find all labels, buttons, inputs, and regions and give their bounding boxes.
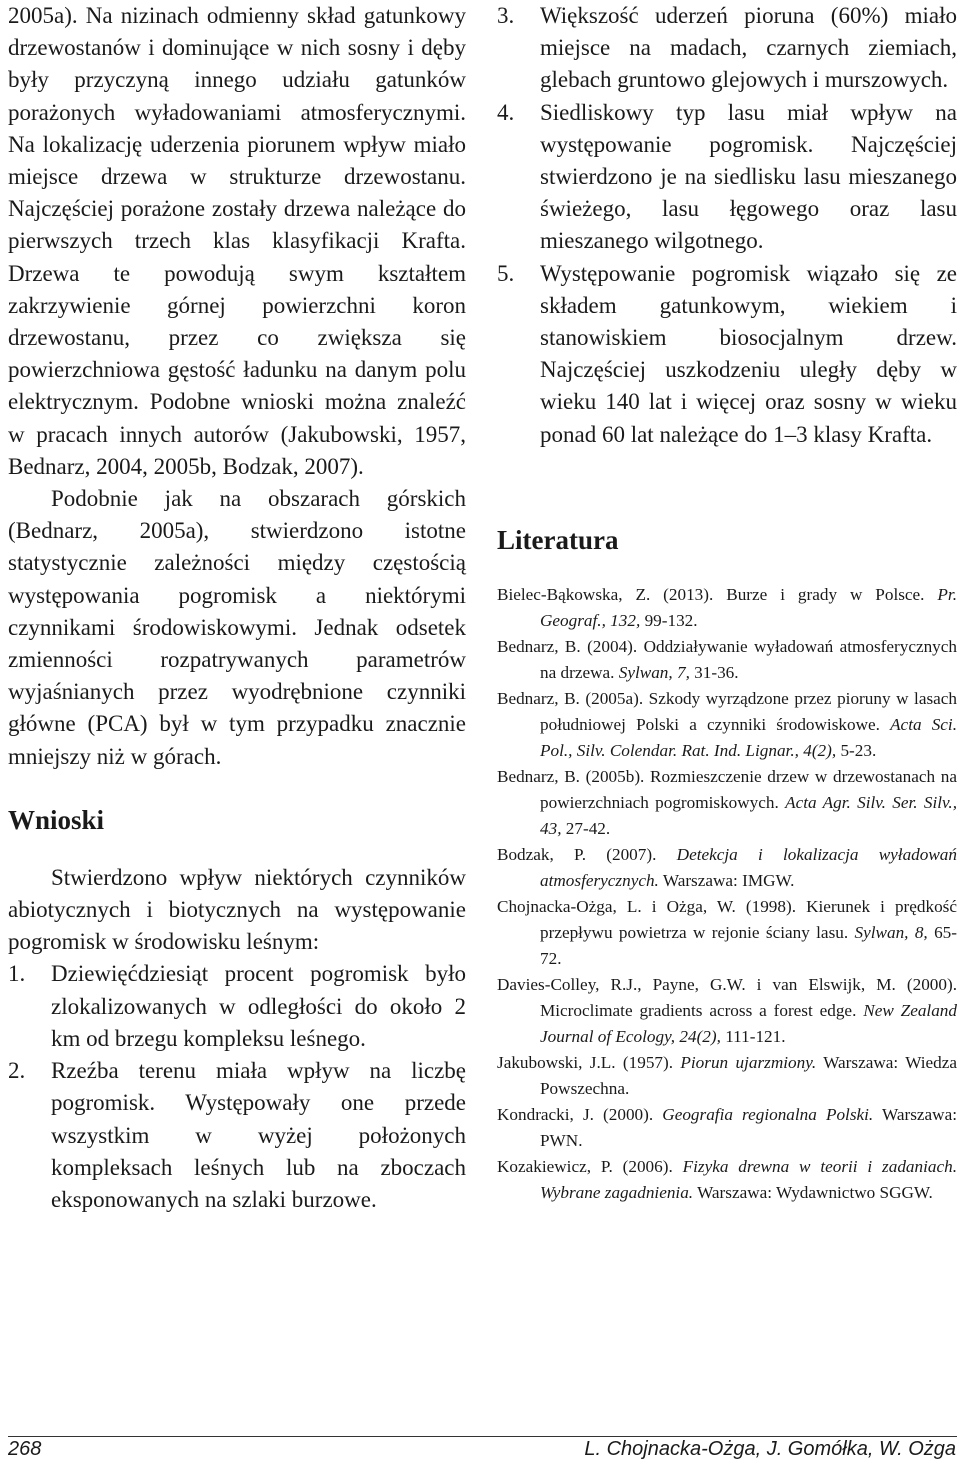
reference-item: Bednarz, B. (2005a). Szkody wyrządzone przez pioruny w lasach południowej Polski a czynniki środowiskowe. Acta Sci. Pol., Silv. Colendar. Rat. Ind. Lignar., 4(2), 5-23. <box>497 688 957 760</box>
left-column <box>8 0 466 1216</box>
conclusion-text: Większość uderzeń pioruna (60%) miało miejsce na madach, czarnych ziemiach, glebach gruntowo glejowych i murszowych. <box>540 3 957 93</box>
reference-item: Bodzak, P. (2007). Detekcja i lokalizacja wyładowań atmosferycznych. Warszawa: IMGW. <box>497 844 957 890</box>
reference-item: Bednarz, B. (2005b). Rozmieszczenie drzew w drzewostanach na powierzchniach pogromiskowych. Acta Agr. Silv. Ser. Silv., 43, 27-42. <box>497 766 957 838</box>
conclusion-item-4 <box>497 97 957 258</box>
page-number: 268 <box>8 1438 42 1460</box>
reference-item: Davies-Colley, R.J., Payne, G.W. i van Elswijk, M. (2000). Microclimate gradients across a forest edge. New Zealand Journal of Ecology, 24(2), 111-121. <box>497 974 957 1046</box>
reference-item: Kozakiewicz, P. (2006). Fizyka drewna w teorii i zadaniach. Wybrane zagadnienia. Warszawa: Wydawnictwo SGGW. <box>497 1156 957 1202</box>
conclusion-text: Rzeźba terenu miała wpływ na liczbę pogromisk. Występowały one przede wszystkim w wyżej położonych kompleksach leśnych lub na zboczach eksponowanych na szlaki burzowe. <box>51 1058 466 1212</box>
paragraph-conclusions-intro: Stwierdzono wpływ niektórych czynników abiotycznych i biotycznych na występowanie pogromisk w środowisku leśnym: <box>8 864 466 955</box>
conclusions-list-right <box>497 0 957 451</box>
conclusion-number: 1. <box>8 961 26 987</box>
conclusion-item-5 <box>497 258 957 451</box>
conclusion-text: Występowanie pogromisk wiązało się ze składem gatunkowym, wiekiem i stanowiskiem biosocjalnym drzew. Najczęściej uszkodzeniu uległy dęby w wieku 140 lat i więcej oraz sosny w wieku ponad 60 lat należące do 1–3 klasy Krafta. <box>540 260 957 447</box>
conclusion-text: Siedliskowy typ lasu miał wpływ na występowanie pogromisk. Najczęściej stwierdzono je na siedlisku lasu mieszanego świeżego, lasu łęgowego oraz lasu mieszanego wilgotnego. <box>540 99 957 254</box>
conclusion-item-3 <box>497 0 957 97</box>
conclusion-number: 3. <box>497 3 515 28</box>
paragraph-discussion-2: Podobnie jak na obszarach górskich (Bednarz, 2005a), stwierdzono istotne statystycznie zależności między częstością występowania pogromisk a niektórymi czynnikami środowiskowymi. Jednak odsetek zmienności rozpatrywanych parametrów wyjaśnianych przez wyodrębnione czynniki główne (PCA) był w tym przypadku znacznie mniejszy niż w górach. <box>8 486 466 769</box>
conclusion-item-1 <box>8 958 466 1055</box>
reference-item: Chojnacka-Ożga, L. i Ożga, W. (1998). Kierunek i prędkość przepływu powietrza w rejonie ściany lasu. Sylwan, 8, 65-72. <box>497 896 957 968</box>
reference-item: Bielec-Bąkowska, Z. (2013). Burze i grady w Polsce. Pr. Geograf., 132, 99-132. <box>497 584 957 630</box>
reference-item: Bednarz, B. (2004). Oddziaływanie wyładowań atmosferycznych na drzewa. Sylwan, 7, 31-36. <box>497 636 957 682</box>
conclusion-number: 2. <box>8 1058 26 1084</box>
reference-item: Kondracki, J. (2000). Geografia regionalna Polski. Warszawa: PWN. <box>497 1104 957 1150</box>
paragraph-discussion-1: 2005a). Na nizinach odmienny skład gatunkowy drzewostanów i dominujące w nich sosny i dęby były przyczyną innego udziału gatunków porażonych wyładowaniami atmosferycznymi. Na lokalizację uderzenia piorunem wpływ miało miejsce drzewa w strukturze drzewostanu. Najczęściej porażone zostały drzewa należące do pierwszych trzech klas klasyfikacji Krafta. Drzewa te powodują swym kształtem zakrzywienie górnej powierzchni koron drzewostanu, przez co zwiększa się powierzchniowa gęstość ładunku na danym polu elektrycznym. Podobne wnioski można znaleźć w pracach innych autorów (Jakubowski, 1957, Bednarz, 2004, 2005b, Bodzak, 2007). <box>8 3 466 479</box>
right-column <box>497 0 957 1206</box>
references-list <box>497 582 957 1206</box>
conclusion-text: Dziewięćdziesiąt procent pogromisk było zlokalizowanych w odległości do około 2 km od brzegu kompleksu leśnego. <box>51 961 466 1051</box>
heading-references: Literatura <box>497 524 619 555</box>
conclusion-number: 4. <box>497 99 515 125</box>
conclusion-item-2 <box>8 1055 466 1216</box>
conclusions-list-left <box>8 958 466 1216</box>
reference-item: Jakubowski, J.L. (1957). Piorun ujarzmiony. Warszawa: Wiedza Powszechna. <box>497 1052 957 1098</box>
running-footer-authors: L. Chojnacka-Ożga, J. Gomółka, W. Ożga <box>584 1438 956 1460</box>
footer-divider <box>8 1436 957 1437</box>
heading-conclusions: Wnioski <box>8 804 105 835</box>
conclusion-number: 5. <box>497 260 515 286</box>
